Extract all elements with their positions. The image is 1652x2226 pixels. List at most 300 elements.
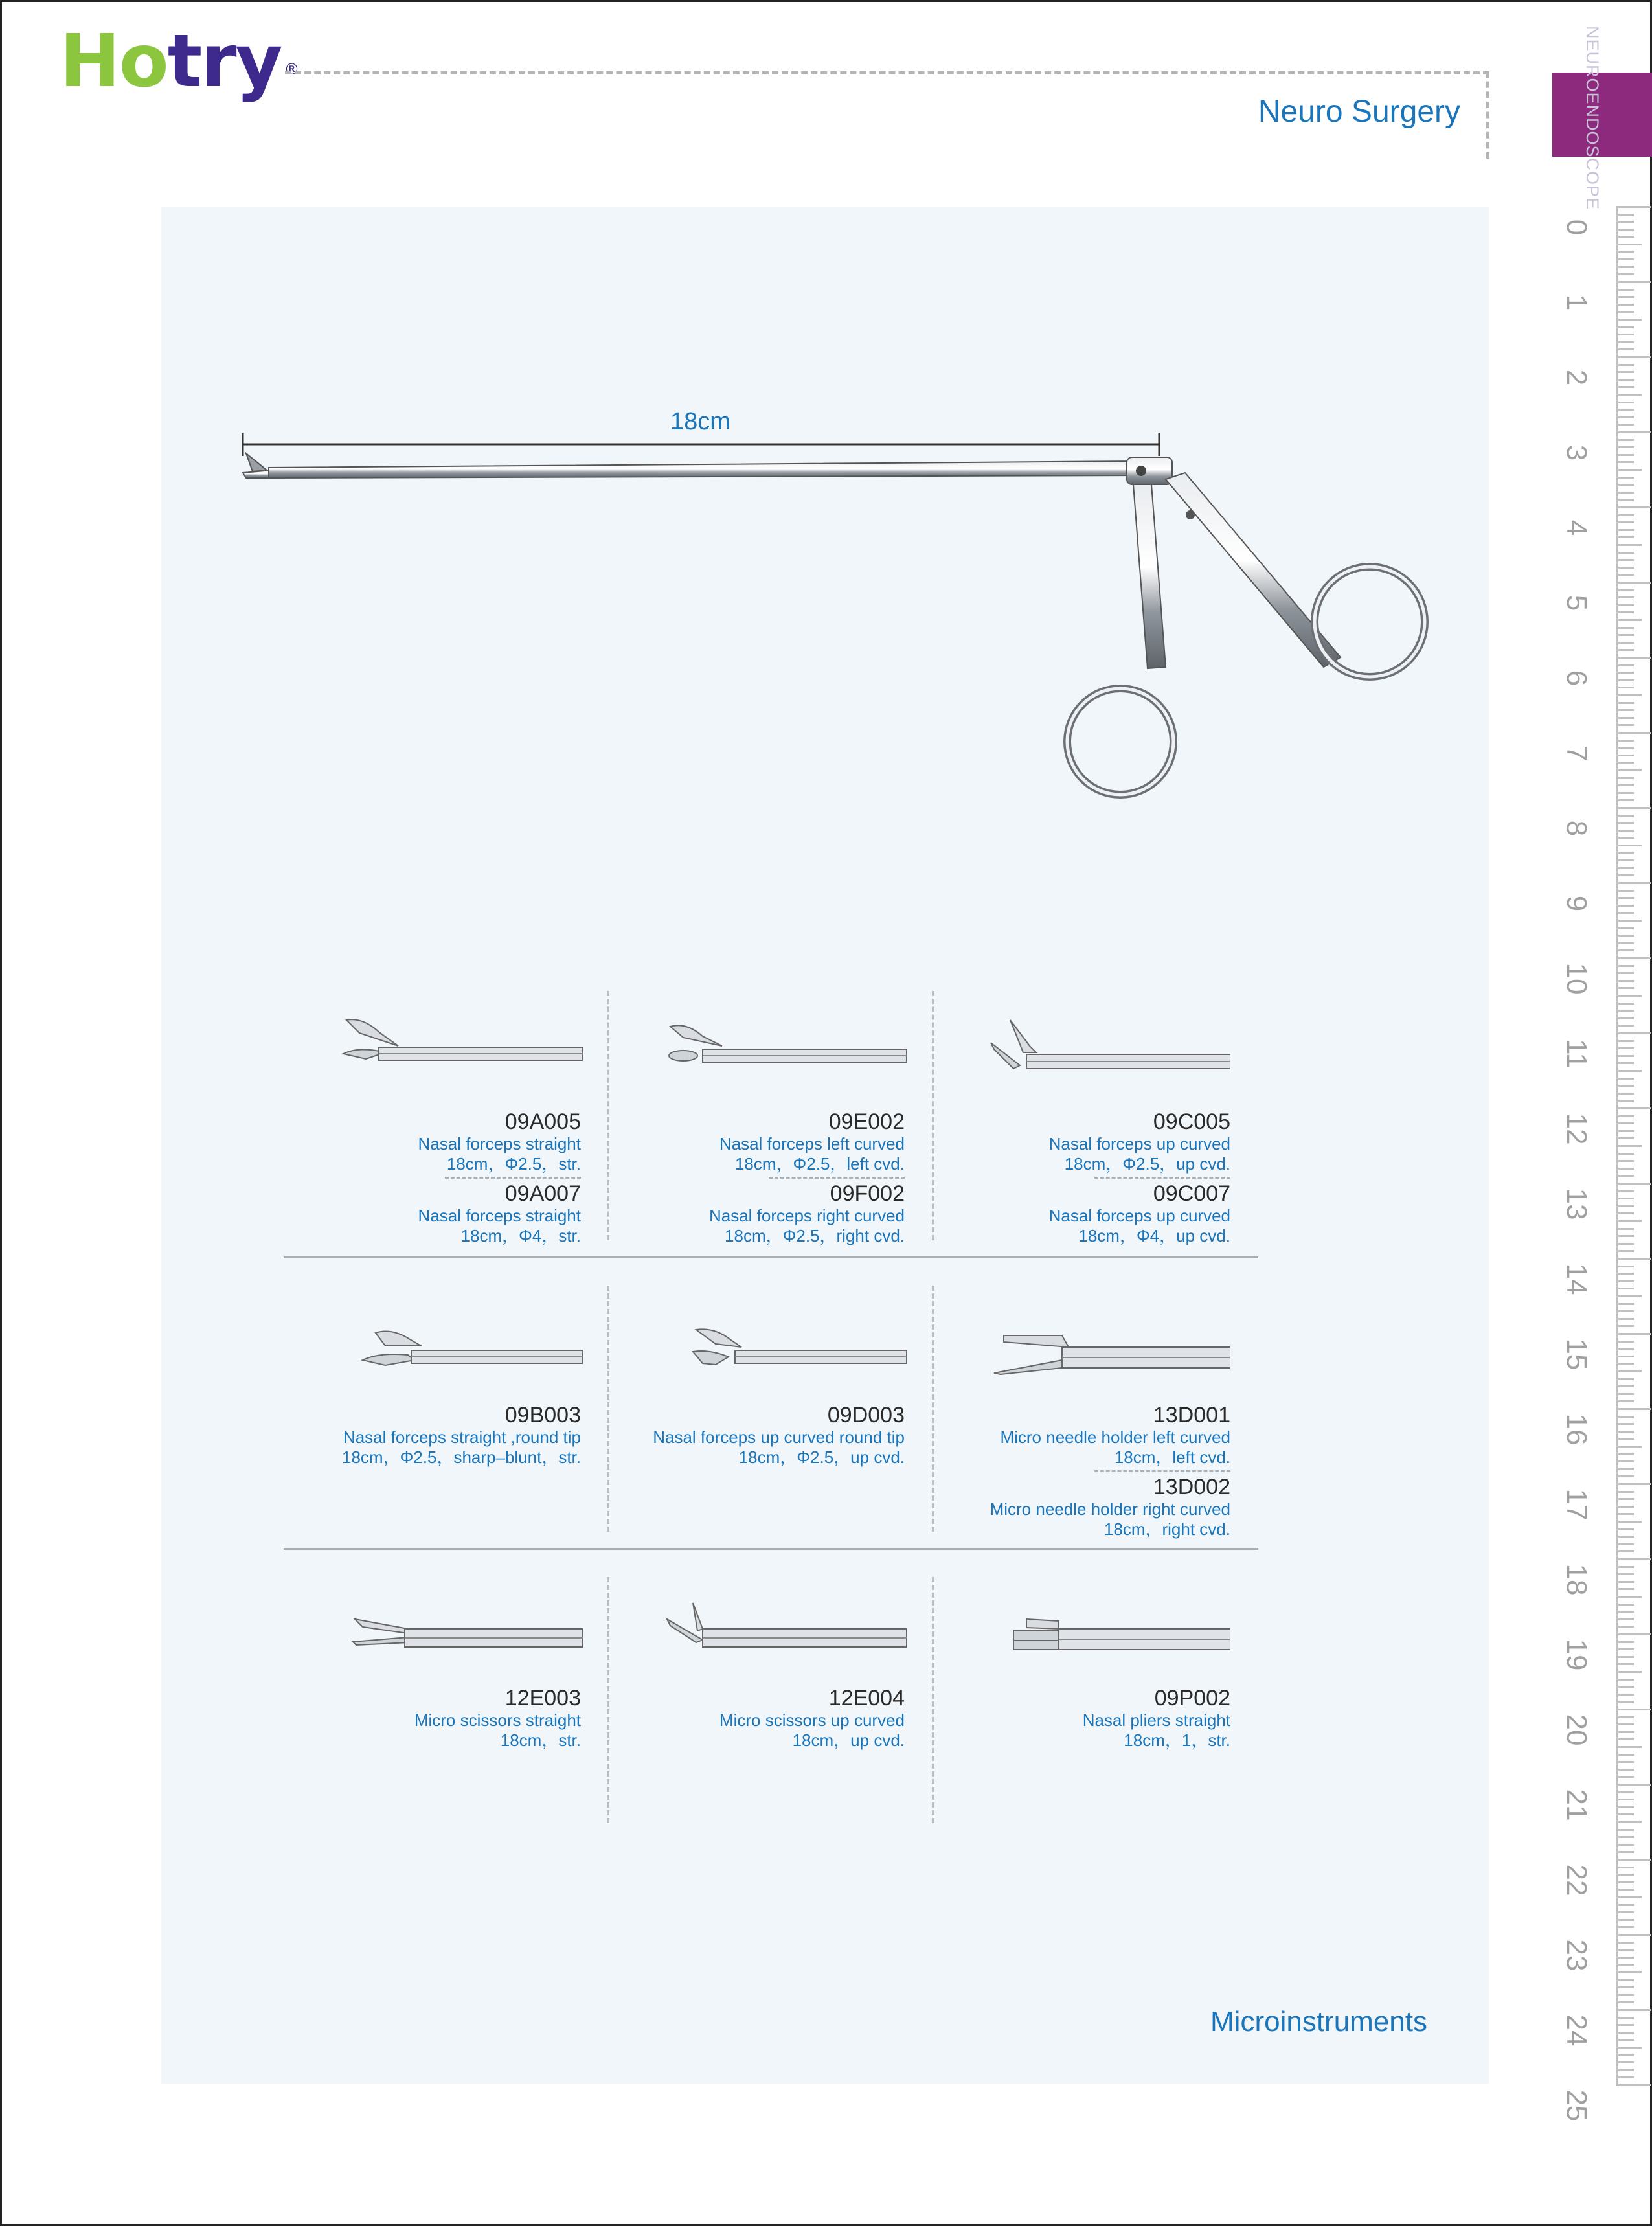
ruler-tick <box>1618 1145 1642 1147</box>
ruler-tick <box>1618 424 1634 426</box>
ruler-tick <box>1618 552 1634 554</box>
ruler-tick <box>1618 799 1634 801</box>
ruler-tick <box>1618 1040 1634 1042</box>
ruler-tick <box>1618 1423 1634 1425</box>
ruler-number: 0 <box>1561 219 1592 236</box>
ruler-tick <box>1618 1754 1634 1756</box>
ruler-tick <box>1618 1971 1642 1973</box>
row-divider <box>284 1256 1258 1258</box>
product-spec: 18cm，Φ2.5，right cvd. <box>725 1226 905 1245</box>
product-description: Nasal pliers straight <box>1082 1710 1230 1730</box>
ruler-tick <box>1618 1085 1634 1087</box>
ruler-tick <box>1618 747 1634 749</box>
ruler-tick <box>1618 446 1634 448</box>
ruler-tick <box>1618 935 1634 937</box>
ruler-tick <box>1618 1010 1634 1012</box>
product-description: Nasal forceps straight <box>418 1206 581 1225</box>
ruler-tick <box>1618 1385 1634 1387</box>
ruler-tick <box>1618 1288 1634 1289</box>
ruler-tick <box>1618 1633 1651 1635</box>
ruler-tick <box>1618 1911 1634 1913</box>
ruler-tick <box>1618 1573 1634 1575</box>
ruler-tick <box>1618 567 1634 569</box>
ruler-tick <box>1618 724 1634 726</box>
ruler-tick <box>1618 1235 1634 1237</box>
instrument-tip-image <box>664 1600 907 1655</box>
ruler-tick <box>1618 755 1634 756</box>
ruler-tick <box>1618 740 1634 742</box>
header-dashed-rule <box>285 71 1489 74</box>
ruler-tick <box>1618 980 1634 982</box>
ruler-number: 9 <box>1561 895 1592 912</box>
product-code: 09F002 <box>830 1181 905 1206</box>
ruler-tick <box>1618 2076 1634 2078</box>
ruler-tick <box>1618 1160 1634 1162</box>
variant-divider <box>1094 1177 1230 1179</box>
ruler-tick <box>1618 1859 1651 1861</box>
ruler-tick <box>1618 1370 1642 1372</box>
ruler-tick <box>1618 657 1651 659</box>
product-spec: 18cm，Φ4，str. <box>460 1226 581 1245</box>
product-code: 09C007 <box>1153 1181 1230 1206</box>
ruler-tick <box>1618 394 1642 396</box>
header-dashed-rule-vertical <box>1486 71 1489 159</box>
ruler-tick <box>1618 1513 1634 1515</box>
logo-part-ho: Ho <box>60 19 168 104</box>
ruler-tick <box>1618 1821 1642 1823</box>
ruler-tick <box>1618 784 1634 786</box>
ruler-tick <box>1618 1491 1634 1493</box>
ruler-tick <box>1618 769 1642 771</box>
ruler-tick <box>1618 431 1651 433</box>
ruler-tick <box>1618 1566 1634 1568</box>
ruler-tick <box>1618 1115 1634 1117</box>
product-spec: 18cm，up cvd. <box>792 1731 905 1750</box>
ruler-tick <box>1618 1475 1634 1477</box>
ruler-number: 7 <box>1561 745 1592 762</box>
ruler-tick <box>1618 1874 1634 1876</box>
product-cell <box>958 1403 1230 1539</box>
ruler-tick <box>1618 1986 1634 1988</box>
ruler-tick <box>1618 2024 1634 2026</box>
ruler-number: 23 <box>1561 1939 1592 1971</box>
ruler-tick <box>1618 965 1634 967</box>
ruler-tick <box>1618 356 1651 358</box>
ruler-tick <box>1618 912 1634 914</box>
ruler-tick <box>1618 536 1634 538</box>
ruler-tick <box>1618 1604 1634 1606</box>
ruler-tick <box>1618 2039 1634 2041</box>
variant-divider <box>769 1177 905 1179</box>
column-divider <box>607 991 609 1240</box>
ruler-tick <box>1618 1949 1634 1951</box>
ruler-number: 12 <box>1561 1113 1592 1145</box>
ruler-number: 2 <box>1561 369 1592 386</box>
product-spec: 18cm，Φ4，up cvd. <box>1078 1226 1230 1245</box>
ruler-tick <box>1618 1716 1634 1718</box>
ruler-number: 5 <box>1561 595 1592 611</box>
ruler-tick <box>1618 949 1634 951</box>
product-description: Nasal forceps straight <box>418 1134 581 1153</box>
ruler-tick <box>1618 1356 1634 1357</box>
ruler-tick <box>1618 1791 1634 1793</box>
ruler-tick <box>1618 1273 1634 1275</box>
ruler-tick <box>1618 634 1634 636</box>
ruler-tick <box>1618 499 1634 501</box>
ruler-tick <box>1618 1844 1634 1846</box>
ruler-tick <box>1618 1280 1634 1282</box>
ruler-tick <box>1618 852 1634 854</box>
ruler-tick <box>1618 559 1634 561</box>
column-divider <box>932 1577 934 1823</box>
ruler-tick <box>1618 709 1634 711</box>
ruler-tick <box>1618 296 1634 298</box>
ruler-tick <box>1618 2047 1642 2049</box>
ruler-tick <box>1618 1829 1634 1831</box>
ruler-tick <box>1618 214 1634 216</box>
ruler-tick <box>1618 642 1634 644</box>
ruler-tick <box>1618 687 1634 688</box>
ruler-tick <box>1618 694 1642 696</box>
footer-category-title: Microinstruments <box>1210 2006 1427 2038</box>
product-code: 09P002 <box>1154 1686 1230 1710</box>
ruler-tick <box>1618 273 1634 275</box>
product-code: 09C005 <box>1153 1109 1230 1134</box>
ruler-tick <box>1618 596 1634 598</box>
ruler-tick <box>1618 2001 1634 2003</box>
ruler-tick <box>1618 544 1642 546</box>
variant-divider <box>1094 1470 1230 1472</box>
ruler-tick <box>1618 1333 1651 1335</box>
ruler-tick <box>1618 972 1634 974</box>
ruler-tick <box>1618 1867 1634 1868</box>
ruler-tick <box>1618 792 1634 794</box>
cm-ruler <box>1541 206 1652 2122</box>
product-code: 12E003 <box>504 1686 581 1710</box>
ruler-tick <box>1618 815 1634 817</box>
product-spec: 18cm，str. <box>500 1731 581 1750</box>
ruler-tick <box>1618 206 1651 208</box>
ruler-number: 4 <box>1561 519 1592 536</box>
ruler-number: 17 <box>1561 1488 1592 1521</box>
ruler-tick <box>1618 364 1634 366</box>
ruler-tick <box>1618 244 1642 245</box>
ruler-tick <box>1618 1588 1634 1590</box>
ruler-tick <box>1618 1175 1634 1177</box>
product-description: Micro needle holder right curved <box>990 1499 1230 1519</box>
ruler-tick <box>1618 1686 1634 1688</box>
ruler-tick <box>1618 1483 1651 1485</box>
ruler-tick <box>1618 439 1634 441</box>
ruler-tick <box>1618 1679 1634 1681</box>
ruler-tick <box>1618 1506 1634 1508</box>
ruler-tick <box>1618 469 1642 471</box>
ruler-number: 20 <box>1561 1714 1592 1746</box>
ruler-tick <box>1618 1806 1634 1808</box>
ruler-tick <box>1618 1701 1634 1703</box>
product-spec: 18cm，Φ2.5，up cvd. <box>1064 1154 1230 1174</box>
ruler-tick <box>1618 1341 1634 1343</box>
ruler-tick <box>1618 2084 1651 2086</box>
product-cell <box>633 1109 905 1246</box>
ruler-tick <box>1618 957 1651 959</box>
hotry-logo <box>60 19 299 104</box>
instrument-tip-image <box>350 1613 583 1655</box>
product-description: Micro scissors up curved <box>719 1710 905 1730</box>
ruler-tick <box>1618 1836 1634 1838</box>
product-spec: 18cm，Φ2.5，up cvd. <box>738 1448 905 1467</box>
ruler-tick <box>1618 521 1634 523</box>
nasal-forceps-hero-image <box>233 408 1431 823</box>
product-spec: 18cm，left cvd. <box>1114 1448 1230 1467</box>
ruler-tick <box>1618 1746 1642 1748</box>
ruler-tick <box>1618 1671 1642 1673</box>
ruler-tick <box>1618 1025 1634 1027</box>
ruler-tick <box>1618 2054 1634 2056</box>
product-description: Micro needle holder left curved <box>1000 1427 1230 1447</box>
ruler-tick <box>1618 221 1634 223</box>
ruler-tick <box>1618 1062 1634 1064</box>
ruler-tick <box>1618 1032 1651 1034</box>
side-tab <box>1552 73 1652 157</box>
ruler-tick <box>1618 604 1634 606</box>
product-cell <box>309 1686 581 1751</box>
ruler-tick <box>1618 1889 1634 1891</box>
ruler-number: 22 <box>1561 1864 1592 1896</box>
product-description: Nasal forceps up curved round tip <box>653 1427 905 1447</box>
product-spec: 18cm，Φ2.5，str. <box>446 1154 581 1174</box>
ruler-tick <box>1618 289 1634 291</box>
product-code: 13D002 <box>1153 1475 1230 1499</box>
column-divider <box>932 991 934 1240</box>
ruler-tick <box>1618 1055 1634 1057</box>
ruler-tick <box>1618 1957 1634 1959</box>
ruler-tick <box>1618 920 1642 922</box>
product-code: 09A005 <box>504 1109 581 1134</box>
ruler-tick <box>1618 672 1634 674</box>
ruler-tick <box>1618 409 1634 411</box>
ruler-tick <box>1618 807 1651 809</box>
product-code: 09E002 <box>828 1109 905 1134</box>
ruler-tick <box>1618 897 1634 899</box>
ruler-tick <box>1618 732 1651 734</box>
ruler-tick <box>1618 477 1634 479</box>
ruler-tick <box>1618 1934 1651 1936</box>
ruler-tick <box>1618 1468 1634 1470</box>
ruler-tick <box>1618 506 1651 508</box>
ruler-tick <box>1618 822 1634 824</box>
product-cell <box>633 1403 905 1468</box>
ruler-tick <box>1618 1896 1642 1898</box>
ruler-tick <box>1618 1153 1634 1155</box>
ruler-tick <box>1618 1017 1634 1019</box>
ruler-tick <box>1618 1070 1642 1072</box>
logo-part-try: try <box>167 19 282 104</box>
column-divider <box>607 1286 609 1532</box>
ruler-tick <box>1618 236 1634 238</box>
variant-divider <box>445 1177 581 1179</box>
ruler-number: 25 <box>1561 2089 1592 2122</box>
ruler-number: 16 <box>1561 1413 1592 1446</box>
ruler-tick <box>1618 1122 1634 1124</box>
instrument-tip-image <box>359 1328 583 1373</box>
ruler-tick <box>1618 1100 1634 1102</box>
ruler-tick <box>1618 1431 1634 1433</box>
instrument-tip-image <box>988 1017 1230 1078</box>
ruler-number: 11 <box>1561 1039 1592 1069</box>
ruler-tick <box>1618 1266 1634 1267</box>
instrument-tip-image <box>690 1324 907 1373</box>
ruler-tick <box>1618 627 1634 629</box>
ruler-tick <box>1618 1942 1634 1944</box>
ruler-tick <box>1618 1078 1634 1080</box>
ruler-tick <box>1618 942 1634 944</box>
ruler-tick <box>1618 1318 1634 1320</box>
ruler-tick <box>1618 1641 1634 1643</box>
ruler-tick <box>1618 2032 1634 2034</box>
ruler-tick <box>1618 777 1634 779</box>
ruler-tick <box>1618 1107 1651 1109</box>
product-description: Micro scissors straight <box>414 1710 581 1730</box>
ruler-tick <box>1618 1250 1634 1252</box>
product-description: Nasal forceps up curved <box>1048 1206 1230 1225</box>
ruler-tick <box>1618 1310 1634 1312</box>
ruler-tick <box>1618 1558 1651 1560</box>
ruler-tick <box>1618 1130 1634 1132</box>
product-code: 09B003 <box>504 1403 581 1427</box>
ruler-tick <box>1618 1393 1634 1395</box>
product-spec: 18cm，Φ2.5，sharp–blunt，str. <box>341 1448 581 1467</box>
ruler-number: 14 <box>1561 1263 1592 1295</box>
ruler-tick <box>1618 348 1634 350</box>
ruler-tick <box>1618 229 1634 231</box>
ruler-tick <box>1618 1776 1634 1778</box>
ruler-tick <box>1618 582 1651 584</box>
ruler-tick <box>1618 1979 1634 1981</box>
ruler-tick <box>1618 326 1634 328</box>
ruler-tick <box>1618 1851 1634 1853</box>
column-divider <box>607 1577 609 1823</box>
ruler-number: 1 <box>1561 294 1592 311</box>
ruler-tick <box>1618 304 1634 306</box>
ruler-tick <box>1618 529 1634 531</box>
product-cell <box>958 1686 1230 1751</box>
ruler-tick <box>1618 258 1634 260</box>
ruler-tick <box>1618 1243 1634 1245</box>
ruler-tick <box>1618 1528 1634 1530</box>
ruler-tick <box>1618 882 1651 884</box>
ruler-tick <box>1618 386 1634 388</box>
ruler-tick <box>1618 1258 1651 1260</box>
section-title: Neuro Surgery <box>1258 95 1460 129</box>
product-spec: 18cm，1，str. <box>1124 1731 1230 1750</box>
ruler-tick <box>1618 1761 1634 1763</box>
ruler-number: 10 <box>1561 962 1592 995</box>
ruler-tick <box>1618 281 1651 283</box>
ruler-tick <box>1618 1460 1634 1462</box>
ruler-tick <box>1618 649 1634 651</box>
ruler-tick <box>1618 2017 1634 2019</box>
product-cell <box>309 1109 581 1246</box>
ruler-tick <box>1618 845 1642 846</box>
ruler-tick <box>1618 1047 1634 1049</box>
ruler-tick <box>1618 1626 1634 1628</box>
ruler-tick <box>1618 1438 1634 1440</box>
ruler-tick <box>1618 1220 1642 1222</box>
ruler-tick <box>1618 1190 1634 1192</box>
ruler-tick <box>1618 1881 1634 1883</box>
ruler-tick <box>1618 717 1634 719</box>
ruler-tick <box>1618 664 1634 666</box>
ruler-number: 13 <box>1561 1188 1592 1220</box>
ruler-tick <box>1618 589 1634 591</box>
ruler-tick <box>1618 1964 1634 1966</box>
ruler-number: 6 <box>1561 670 1592 687</box>
ruler-tick <box>1618 379 1634 381</box>
ruler-tick <box>1618 319 1642 321</box>
ruler-tick <box>1618 859 1634 861</box>
product-description: Nasal forceps straight ,round tip <box>343 1427 581 1447</box>
ruler-tick <box>1618 1611 1634 1613</box>
ruler-tick <box>1618 1738 1634 1740</box>
ruler-tick <box>1618 1416 1634 1418</box>
ruler-tick <box>1618 1183 1651 1185</box>
row-divider <box>284 1548 1258 1550</box>
ruler-tick <box>1618 1994 1634 1996</box>
ruler-number: 24 <box>1561 2014 1592 2047</box>
ruler-tick <box>1618 1656 1634 1658</box>
ruler-tick <box>1618 837 1634 839</box>
ruler-tick <box>1618 1205 1634 1207</box>
product-description: Nasal forceps up curved <box>1048 1134 1230 1153</box>
ruler-tick <box>1618 1596 1642 1598</box>
ruler-tick <box>1618 492 1634 494</box>
instrument-tip-image <box>1010 1616 1230 1655</box>
ruler-tick <box>1618 402 1634 403</box>
product-spec: 18cm，right cvd. <box>1103 1519 1230 1539</box>
product-code: 13D001 <box>1153 1403 1230 1427</box>
ruler-tick <box>1618 1731 1634 1733</box>
ruler-tick <box>1618 867 1634 869</box>
ruler-tick <box>1618 371 1634 373</box>
ruler-tick <box>1618 334 1634 335</box>
ruler-tick <box>1618 1400 1634 1402</box>
instrument-tip-image <box>340 1014 583 1072</box>
ruler-tick <box>1618 1212 1634 1214</box>
ruler-tick <box>1618 1543 1634 1545</box>
ruler-tick <box>1618 890 1634 892</box>
ruler-tick <box>1618 830 1634 832</box>
ruler-tick <box>1618 1228 1634 1230</box>
product-cell <box>309 1403 581 1468</box>
ruler-tick <box>1618 1198 1634 1199</box>
product-cell <box>633 1686 905 1751</box>
ruler-tick <box>1618 416 1634 418</box>
ruler-tick <box>1618 461 1634 463</box>
ruler-tick <box>1618 1919 1634 1921</box>
ruler-tick <box>1618 1618 1634 1620</box>
ruler-tick <box>1618 2069 1634 2071</box>
ruler-tick <box>1618 1536 1634 1538</box>
length-dimension-label: 18cm <box>670 408 730 435</box>
ruler-tick <box>1618 1904 1634 1906</box>
ruler-tick <box>1618 251 1634 253</box>
ruler-tick <box>1618 1784 1651 1786</box>
ruler-tick <box>1618 762 1634 764</box>
ruler-number: 21 <box>1561 1789 1592 1821</box>
ruler-tick <box>1618 1325 1634 1327</box>
ruler-tick <box>1618 1446 1642 1448</box>
